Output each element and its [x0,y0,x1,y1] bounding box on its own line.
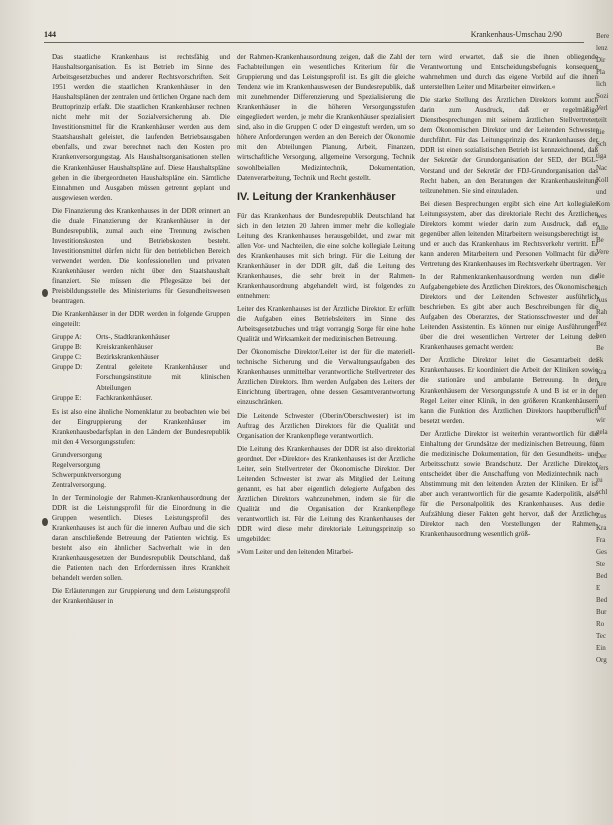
strip-fragment: Vere [596,248,609,256]
strip-fragment: Verl [596,104,608,112]
paragraph: Die Erläuterungen zur Gruppierung und dem Leistungsprofil der Krankenhäuser in [52,587,230,606]
strip-fragment: gela [596,428,608,436]
paragraph: tern wird erwartet, daß sie die ihnen obliegende Verantwortung und Entscheidungsbefugnis konsequent wahrnehmen und durch das eigene Vorbild auf die ihnen unterstellten Leiter und Mitarbeiter einwirken.« [420,53,598,92]
strip-fragment: Kra [596,368,607,376]
paragraph: Das staatliche Krankenhaus ist rechtsfähig und Haushaltsorganisation. Es ist Betrieb im Sinne des Arbeitsgesetzbuches und anderer Rechtsvorschriften. Seit 1951 werden die staatlichen Krankenhäuser in den Haushaltsplänen der zentralen und örtlichen Organe nach dem Bruttoprinzip erfaßt. Die staatlichen Krankenhäuser rechnen nicht mehr mit der Sozialversicherung ab. Die Investitionsmittel für die Krankenhäuser werden aus dem Staatshaushalt geleistet, die laufenden Betriebsausgaben ebenfalls, und zwar berechnet nach den Kosten pro Krankenversorgungstag. Als Haushaltsorganisationen stellen die Krankenhäuser Haushaltspläne auf. Diese Haushaltspläne gehen in die übergeordneten Haushaltspläne ein. Sämtliche Einnahmen und Ausgaben müssen getrennt geplant und ausgewiesen werden. [52,53,230,202]
strip-fragment: sich [596,284,608,292]
strip-fragment: Alle [596,224,609,232]
strip-fragment: hen [596,392,607,400]
paragraph: Die Leitung des Krankenhauses der DDR ist also direktorial geordnet. Der »Direktor« des Krankenhauses ist der Ärztliche Leiter, sein Stellvertreter der Ökonomische Direktor. Der Leitenden Schwester ist zwar als Mitglied der Leitung genannt, es hat aber eigentlich delegierte Aufgaben des Ärztlichen Direktors wahrzunehmen, indem sie für die Qualität und die Organisation der Krankenpflege verantwortlich ist. Für die Leitung des Krankenhauses der DDR wird diese mehr direktoriale Leitungsprinzip so umgebildet: [237,444,415,544]
strip-fragment: Pla [596,68,605,76]
strip-fragment: Be [596,344,604,352]
strip-fragment: Bere [596,32,610,40]
strip-fragment: Koll [596,176,609,184]
binder-hole-mark [42,518,48,526]
strip-fragment: Auf [596,404,607,412]
strip-fragment: Sch [596,140,607,148]
strip-fragment: zu [596,476,603,484]
page-number: 144 [44,30,56,39]
paragraph: In der Terminologie der Rahmen-Krankenhausordnung der DDR ist die Leistungsprofil für die Einordnung in die Gruppen wesentlich. Dieses Leistungsprofil des Krankenhauses ist auch für die inneren Aufbau und die sich daran anschließende Betreuung der Patienten wichtig. Es besteht also ein ähnlicher Sachverhalt wie in den Krankenhausgesetzen der Bundesrepublik Deutschland, daß die Patienten nach den Erfordernissen ihres Krankheit behandelt werden sollen. [52,493,230,583]
paragraph: Die Leitende Schwester (Oberin/Oberschwester) ist im Auftrag des Ärztlichen Direktors für die Qualität und Organisation der Krankenpflege verantwortlich. [237,411,415,440]
paragraph: Die Finanzierung des Krankenhauses in der DDR erinnert an die duale Finanzierung der Krankenhäuser in der Bundesrepublik, zumal auch eine Trennung zwischen Investitionskosten und Betriebskosten besteht. Investitionsmittel dürfen nicht für den betrieblichen Bereich verwendet werden. Die konfessionellen und privaten Krankenhäuser werden nicht über den Staatshaushalt finanziert. Sie müssen die Pflegesätze bei der Preisbildungsstelle des Ministeriums für Gesundheitswesen beantragen. [52,206,230,306]
strip-fragment: Nac [596,164,608,172]
paragraph: Der Ökonomische Direktor/Leiter ist der für die materiell-technische Sicherung und die Verwaltungsaufgaben des Krankenhauses unmittelbar verantwortliche Stellvertreter des Ärztlichen Direktors. Ihm werden Aufgaben des Leiters der Einrichtung übertragen, ohne dessen Gesamtverantwortung einzuschränken. [237,348,415,407]
hospital-groups-list [52,332,230,402]
strip-fragment: Sozi [596,92,609,100]
list-item: Grundversorgung [52,450,102,459]
strip-fragment: Kra [596,524,607,532]
text-column-3 [420,52,598,822]
strip-fragment: Kom [596,200,610,208]
strip-fragment: Ste [596,560,605,568]
paragraph: Leiter des Krankenhauses ist der Ärztliche Direktor. Er erfüllt die Aufgaben eines Betriebsleiters im Sinne des Arbeitsgesetzbuches und trägt vorrangig Sorge für eine hohe Qualität und Wirksamkeit der medizinischen Betreuung. [237,305,415,344]
strip-fragment: Aus [596,296,608,304]
care-levels-list [52,450,230,490]
strip-fragment: tiga [596,152,607,160]
strip-fragment: Rah [596,308,608,316]
strip-fragment: Ein [596,644,606,652]
paragraph: Es ist also eine ähnliche Nomenklatur zu beobachten wie bei der Eingruppierung der Krankenhäuser im Krankenhausbedarfsplan in den Ländern der Bundesrepublik mit den 4 Versorgungsstufen: [52,407,230,446]
strip-fragment: wes [596,212,607,220]
strip-fragment: Bur [596,608,607,616]
strip-fragment: Ges [596,548,607,556]
list-item: Schwerpunktversorgung [52,470,122,479]
strip-fragment: teilt [596,116,607,124]
strip-fragment: Tec [596,632,607,640]
strip-fragment: wir [596,416,606,424]
strip-fragment: am [596,440,605,448]
list-item: Regelversorgung [52,460,101,469]
strip-fragment: Ver [596,260,606,268]
binder-hole-mark [42,289,48,297]
strip-fragment: Zus [596,512,607,520]
section-heading: IV. Leitung der Krankenhäuser [237,190,396,203]
paragraph: Der Ärztliche Direktor ist weiterhin verantwortlich für die Einhaltung der Grundsätze der medizinischen Betreuung, für die medizinische Dokumentation, für den Gesundheits- und Arbeitsschutz sowie Brandschutz. Der Ärztliche Direktor entscheidet über die Anschaffung von Medizintechnik nach Abstimmung mit den leitenden Ärzten der Kliniken. Er ist aber auch verantwortlich für die gesamte Kaderpolitik, also für die Personalpolitik des Krankenhauses. Aus der Aufzählung dieser Fakten geht hervor, daß der Ärztliche Direktor nach den Vorstellungen der Rahmen-Krankenhausordnung wesentlich größ- [420,429,598,539]
strip-fragment: schl [596,488,608,496]
paragraph: In der Rahmenkrankenhausordnung werden nun die Aufgabengebiete des Ärztlichen Direktors, des Ökonomischen Direktors und der Leitenden Schwester ausführlich beschrieben. Es gibt aber auch Beschreibungen für die Aufgaben des Oberarztes, der Stationsschwester und der Leitenden Assistentin. Es können nur einige Ausführungen über die drei wesentlichen Vertreter der Leitung des Krankenhauses gemacht werden: [420,272,598,352]
strip-fragment: und [596,188,607,196]
strip-fragment: Sk [596,356,604,364]
paragraph: Die Krankenhäuser in der DDR werden in folgende Gruppen eingeteilt: [52,310,230,329]
text-column-1 [52,52,230,822]
strip-fragment: Der [596,452,607,460]
strip-fragment: Bed [596,596,608,604]
paragraph: »Vom Leiter und den leitenden Mitarbei- [237,548,354,557]
strip-fragment: Be [596,236,604,244]
running-title: Krankenhaus-Umschau 2/90 [470,30,562,39]
paragraph: Die starke Stellung des Ärztlichen Direktors kommt auch darin zum Ausdruck, daß er regelmäßige Dienstbesprechungen mit seinem ärztlichen Stellvertreter, dem Ökonomischen Direktor und der Leitenden Schwester durchführt. Für das Leitungsprinzip des Krankenhauses der DDR ist einen sozialistischen Betrieb ist kennzeichnend, daß der Sekretär der Grundorganisation der SED, der BGL-Vorstand und der Sekretär der FDJ-Grundorganisation das Recht haben, an den Beratungen der Krankenhausleitung teilzunehmen. Sie sind einzuladen. [420,96,598,195]
strip-fragment: Are [596,380,607,388]
strip-fragment: lenz [596,44,608,52]
list-item: Gruppe D: Zentral geleitete Krankenhäuser und Forschungsinstitute mit klinischen Abteilungen [52,363,230,392]
strip-fragment: die [596,500,605,508]
strip-fragment: Ro [596,620,605,628]
strip-fragment: die [596,272,605,280]
strip-fragment: Bez [596,320,607,328]
paragraph: Bei diesen Besprechungen ergibt sich eine Art kollegiales Leitungssystem, aber das direktoriale Recht des Ärztlichen Direktors kommt wieder darin zum Ausdruck, daß er gegenüber allen leitenden Mitarbeitern weisungsberechtigt ist und er auch das Krankenhaus im Rechtsverkehr vertritt. Er kann anderen Mitarbeitern und Personen Vollmacht für die Vertretung des Krankenhauses im Rechtsverkehr übertragen. [420,199,598,268]
adjacent-page-strip [596,30,613,820]
strip-fragment: Org [596,656,607,664]
text-column-2 [237,52,415,822]
strip-fragment: Vers [596,464,609,472]
strip-fragment: E [596,584,601,592]
strip-fragment: Dir [596,56,606,64]
page-header [44,30,584,43]
paragraph: Für das Krankenhaus der Bundesrepublik Deutschland hat sich in den letzten 20 Jahren immer mehr die kollegiale Leitung des Krankenhauses herausgebildet, und zwar mit allen Vor- und Nachteilen, die eine solche kollegiale Leitung des Krankenhauses mit sich bringt. Für die Leitung der Krankenhäuser in der DDR gilt, daß die Leitung des Krankenhauses, die sehr breit in der Rahmen-Krankenhausordnung abgehandelt wird, ist folgendes zu entnehmen: [237,211,415,300]
list-item: Gruppe B: Kreiskrankenhäuser [52,343,153,352]
paragraph: der Rahmen-Krankenhausordnung zeigen, daß die Zahl der Fachabteilungen ein wesentliches Kriterium für die Gruppierung und das Leistungsprofil ist. Es gilt die gleiche Tendenz wie im Krankenhauswesen der Bundesrepublik, daß mit zunehmender Differenzierung und Spezialisierung die Krankenhäuser in die höheren Versorgungsstufen eingegliedert werden, je mehr die Krankenhäuser spezialisiert sind, also in die Gruppen C oder D eingestuft werden, um so höhere Anforderungen werden an den Bereich der Ökonomie mit den Abteilungen Planung, Arbeit, Finanzen, wirtschaftliche Versorgung, allgemeine Versorgung, Technik sowohlbeiallen Medizintechnik, Dokumentation, Datenverarbeitung, Technik und Recht gestellt. [237,53,415,182]
strip-fragment: Fra [596,536,606,544]
list-item: Gruppe C: Bezirkskrankenhäuser [52,353,160,362]
strip-fragment: lich [596,80,607,88]
strip-fragment: Bed [596,572,608,580]
list-item: Gruppe E: Fachkrankenhäuser. [52,393,153,402]
list-item: Gruppe A: Orts-, Stadtkrankenhäuser [52,333,171,342]
strip-fragment: hen [596,332,607,340]
strip-fragment: die [596,128,605,136]
paragraph: Der Ärztliche Direktor leitet die Gesamtarbeit des Krankenhauses. Er koordiniert die Arbeit der Kliniken sowie die stationäre und ambulante Betreuung. In den Krankenhäusern der Versorgungsstufe A und B ist er in der Regel Leiter einer Klinik, in den größeren Krankenhäusern kann die Funktion des Ärztlichen Direktors hauptberuflich besetzt werden. [420,356,598,425]
list-item: Zentralversorgung. [52,480,107,489]
